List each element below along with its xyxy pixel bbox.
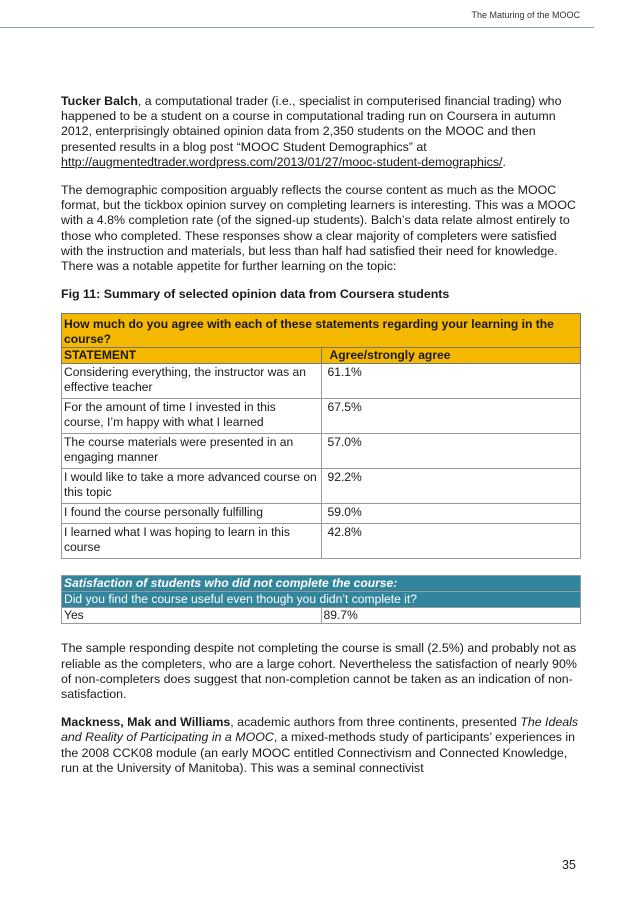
- table-row: [62, 364, 581, 399]
- opinion-table: [61, 313, 581, 559]
- satisfaction-table: [61, 575, 581, 624]
- row-statement: I found the course personally fulfilling: [62, 504, 322, 524]
- paragraph-end: .: [502, 154, 506, 169]
- paragraph-non-completers: The sample responding despite not completing the course is small (2.5%) and probably not as reliable as the completers, who are a large cohort. Nevertheless the satisfaction of nearly 90% of non-completers does suggest that non-completion cannot be taken as an indication of non-satisfaction.: [61, 641, 577, 702]
- table-row: [62, 434, 581, 469]
- header-rule: [0, 27, 594, 28]
- satisfaction-answer: Yes: [62, 608, 322, 624]
- row-statement: I learned what I was hoping to learn in this course: [62, 524, 322, 559]
- running-header: The Maturing of the MOOC: [471, 10, 580, 20]
- row-value: 67.5%: [321, 399, 581, 434]
- row-value: 61.1%: [321, 364, 581, 399]
- paragraph-text: , a mixed-methods study of participants’ experiences in the 2008 CCK08 module (an early MOOC entitled Connectivism and Connected Knowledge, run at the University of Manitoba). This was a seminal connectivist: [61, 730, 576, 775]
- paragraph-mackness: [61, 715, 581, 776]
- paragraph-text: , a computational trader (i.e., specialist in computerised financial trading) who happened to be a student on a course in computational trading run on Coursera in autumn 2012, enterprisingly obtained opinion data from 2,350 students on the MOOC and then presented results in a blog post “MOOC Student Demographics” at: [61, 94, 562, 154]
- row-value: 57.0%: [321, 434, 581, 469]
- satisfaction-title: Satisfaction of students who did not complete the course:: [62, 576, 581, 592]
- row-statement: The course materials were presented in an engaging manner: [62, 434, 322, 469]
- paragraph-text: , academic authors from three continents, presented: [230, 715, 521, 730]
- table-header-row: [62, 348, 581, 364]
- satisfaction-question: Did you find the course useful even though you didn’t complete it?: [62, 592, 581, 608]
- row-value: 92.2%: [321, 469, 581, 504]
- row-value: 59.0%: [321, 504, 581, 524]
- table-row: [62, 399, 581, 434]
- table-row: [62, 469, 581, 504]
- author-name: Tucker Balch: [61, 94, 138, 108]
- author-names: Mackness, Mak and Williams: [61, 715, 231, 730]
- header-statement: STATEMENT: [62, 348, 322, 364]
- table-question-row: [62, 314, 581, 348]
- study-title: The Ideals and Reality of Participating in a MOOC: [61, 715, 579, 745]
- header-agree: Agree/strongly agree: [321, 348, 581, 364]
- table-row: [62, 608, 581, 624]
- row-statement: For the amount of time I invested in this course, I’m happy with what I learned: [62, 399, 322, 434]
- page-content: [61, 94, 581, 789]
- blog-link[interactable]: http://augmentedtrader.wordpress.com/2013/01/27/mooc-student-demographics/: [61, 154, 503, 169]
- satisfaction-title-row: [62, 576, 581, 592]
- table-question: How much do you agree with each of these statements regarding your learning in the course?: [62, 314, 581, 348]
- satisfaction-question-row: [62, 592, 581, 608]
- table-row: [62, 504, 581, 524]
- table-row: [62, 524, 581, 559]
- row-statement: I would like to take a more advanced course on this topic: [62, 469, 322, 504]
- row-value: 42.8%: [321, 524, 581, 559]
- row-statement: Considering everything, the instructor was an effective teacher: [62, 364, 322, 399]
- figure-title: Fig 11: Summary of selected opinion data from Coursera students: [61, 287, 450, 302]
- satisfaction-value: 89.7%: [321, 608, 581, 624]
- paragraph-demographics: The demographic composition arguably reflects the course content as much as the MOOC format, but the tickbox opinion survey on completing learners is interesting. This was a MOOC with a 4.8% completion rate (of the signed-up students). Balch’s data relate almost entirely to those who completed. These responses show a clear majority of completers were satisfied with the instruction and materials, but less than half had satisfied their need for knowledge. There was a notable appetite for further learning on the topic:: [61, 183, 576, 274]
- page-number: 35: [562, 858, 576, 872]
- paragraph-balch: [61, 94, 581, 170]
